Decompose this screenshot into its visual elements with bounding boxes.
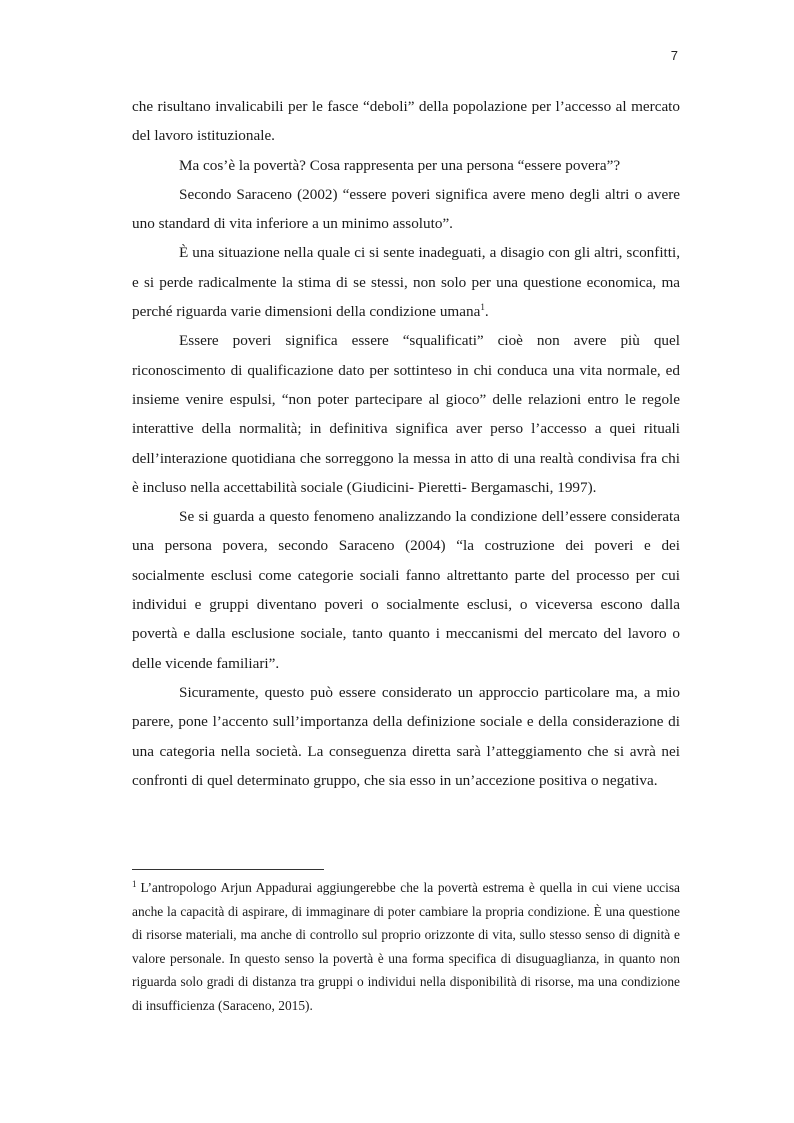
footnote-text: L’antropologo Arjun Appadurai aggiungerebbe che la povertà estrema è quella in cui viene uccisa anche la capacità di aspirare, di immaginare di poter cambiare la propria condizione. È una questione di risorse materiali, ma anche di controllo sul proprio orizzonte di vita, sullo stesso senso di dignità e valore personale. In questo senso la povertà è una forma specifica di disuguaglianza, in quanto non riguarda solo gradi di distanza tra gruppi o individui nella disponibilità di risorse, ma una condizione di insufficienza (Saraceno, 2015). (132, 880, 680, 1013)
paragraph-inadequacy (132, 238, 680, 326)
paragraph-inadequacy-end: . (484, 303, 489, 321)
paragraph-saraceno-2004: Se si guarda a questo fenomeno analizzando la condizione dell’essere considerata una persona povera, secondo Saraceno (2004) “la costruzione dei poveri e dei socialmente esclusi come categorie sociali fanno altrettanto parte del processo per cui individui e gruppi diventano poveri o socialmente esclusi, o viceversa escono dalla povertà e dalla esclusione sociale, tanto quanto i meccanismi del mercato del lavoro o delle vicende familiari”. (132, 508, 680, 672)
paragraph-squalificati: Essere poveri significa essere “squalificati” cioè non avere più quel riconoscimento di qualificazione dato per sottinteso in chi conduca una vita normale, ed insieme venire espulsi, “non poter partecipare al gioco” delle relazioni entro le regole interattive della normalità; in definitiva significa aver perso l’accesso a quei rituali dell’interazione quotidiana che sorreggono la messa in atto di una realtà condivisa fra chi è incluso nella accettabilità sociale (Giudicini- Pieretti- Bergamaschi, 1997). (132, 332, 680, 496)
footnote-marker: 1 (132, 878, 137, 889)
footnote-paragraph (132, 876, 680, 1018)
footnote-reference[interactable]: 1 (480, 302, 485, 313)
paragraph-saraceno-2002: Secondo Saraceno (2002) “essere poveri significa avere meno degli altri o avere uno standard di vita inferiore a un minimo assoluto”. (132, 185, 680, 233)
paragraph-continuation: che risultano invalicabili per le fasce “deboli” della popolazione per l’accesso al mercato del lavoro istituzionale. (132, 98, 680, 145)
footnote-separator (132, 869, 324, 870)
page-number: 7 (670, 48, 678, 63)
paragraph-inadequacy-text: È una situazione nella quale ci si sente inadeguati, a disagio con gli altri, sconfitti, e si perde radicalmente la stima di se stessi, non solo per una questione economica, ma perché riguarda varie dimensioni della condizione umana (132, 244, 680, 321)
footnote (132, 876, 680, 1018)
body-text (132, 92, 680, 795)
paragraph-approach: Sicuramente, questo può essere considerato un approccio particolare ma, a mio parere, pone l’accento sull’importanza della definizione sociale e della considerazione di una categoria nella società. La conseguenza diretta sarà l’atteggiamento che si avrà nei confronti di quel determinato gruppo, che sia esso in un’accezione positiva o negativa. (132, 683, 680, 789)
paragraph-question: Ma cos’è la povertà? Cosa rappresenta per una persona “essere povera”? (179, 156, 621, 174)
